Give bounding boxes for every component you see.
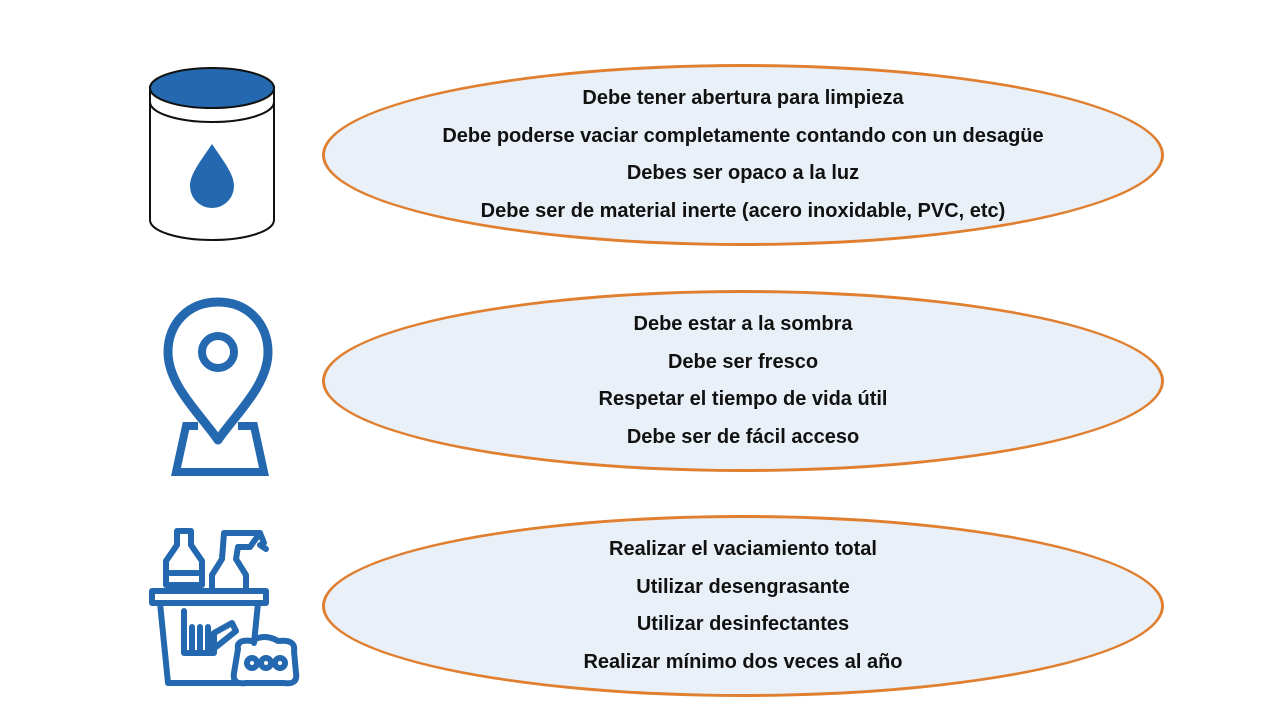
requirements-box-tank: [322, 64, 1164, 246]
requirement-text: Utilizar desengrasante: [636, 575, 850, 598]
requirement-text: Debes ser opaco a la luz: [626, 162, 860, 184]
requirements-box-cleaning: [322, 515, 1164, 697]
requirement-text: Debe poderse vaciar completamente contando con un desagüe: [442, 124, 1044, 147]
requirement-text: Debe tener abertura para limpieza: [582, 87, 904, 109]
requirement-text: Debe estar a la sombra: [633, 313, 853, 335]
location-pin-icon: [140, 290, 310, 476]
requirement-text: Debe ser fresco: [667, 350, 819, 373]
requirement-text: Debe ser de material inerte (acero inoxidable, PVC, etc): [480, 199, 1006, 222]
requirement-row-tank: [0, 64, 1280, 250]
requirement-row-cleaning: [0, 515, 1280, 701]
requirement-text: Realizar mínimo dos veces al año: [583, 650, 903, 673]
requirement-text: Respetar el tiempo de vida útil: [598, 388, 888, 410]
cleaning-supplies-icon: [140, 515, 310, 701]
requirement-text: Debe ser de fácil acceso: [626, 425, 860, 448]
requirement-text: Realizar el vaciamiento total: [609, 538, 877, 560]
requirement-row-location: [0, 290, 1280, 476]
requirement-text: Utilizar desinfectantes: [636, 613, 850, 635]
water-tank-icon: [140, 64, 310, 250]
requirements-box-location: [322, 290, 1164, 472]
